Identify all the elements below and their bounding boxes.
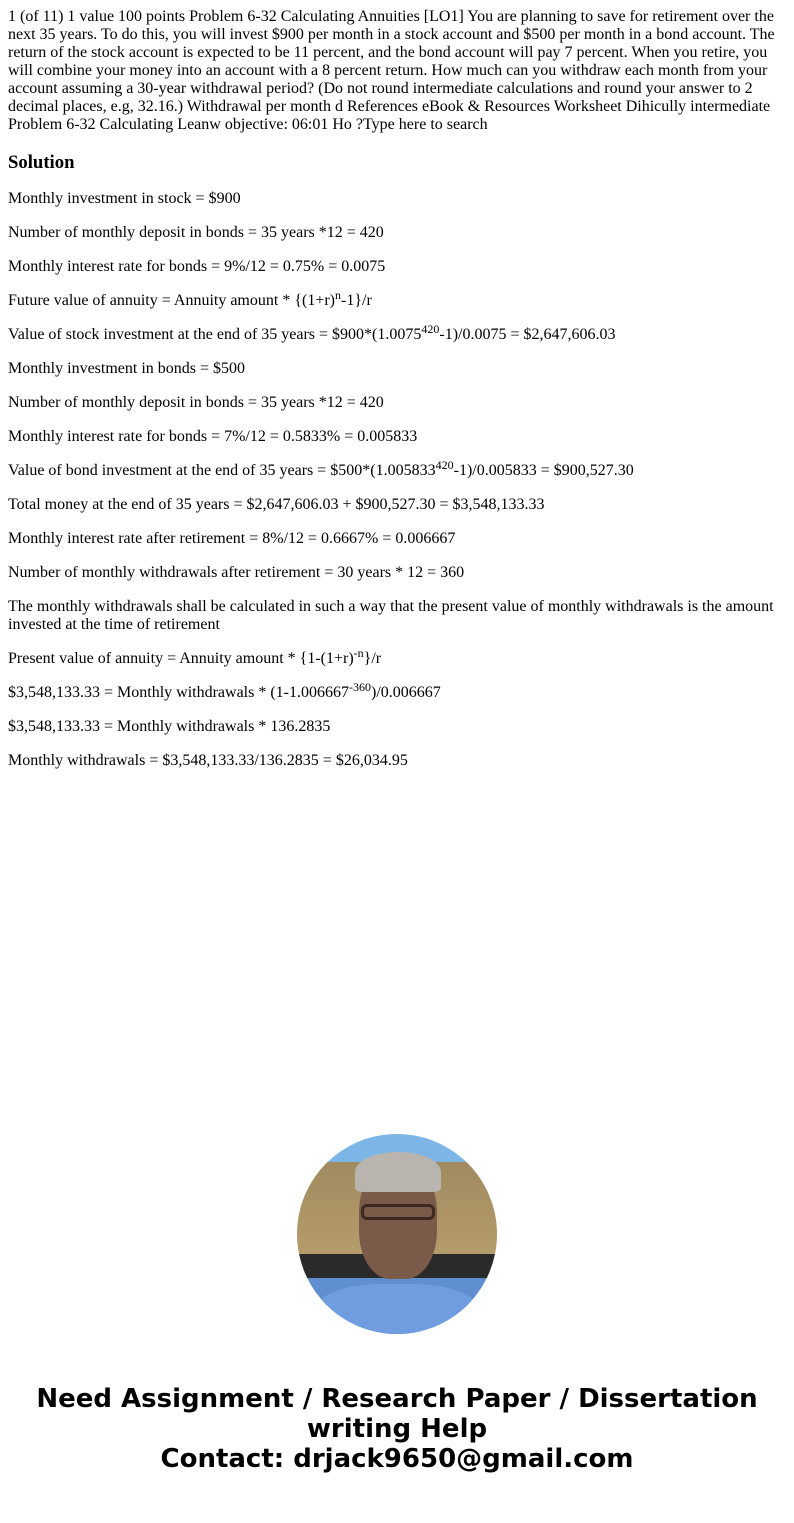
solution-line [8,496,786,514]
solution-line [8,680,786,702]
solution-line [8,190,786,208]
footer-contact-text: Contact: drjack9650@gmail.com [160,1444,634,1474]
line-text: Number of monthly withdrawals after retirement = 30 years * 12 = 360 [8,564,465,581]
solution-line [8,598,786,634]
solution-line [8,646,786,668]
solution-line [8,394,786,412]
question-text: 1 (of 11) 1 value 100 points Problem 6-32 Calculating Annuities [LO1] You are planning to save for retirement over the next 35 years. To do this, you will invest $900 per month in a stock account and $500 per month in a bond account. The return of the stock account is expected to be 11 percent, and the bond account will pay 7 percent. When you retire, you will combine your money into an account with a 8 percent return. How much can you withdraw each month from your account assuming a 30-year withdrawal period? (Do not round intermediate calculations and round your answer to 2 decimal places, e.g, 32.16.) Withdrawal per month d References eBook & Resources Worksheet Dihicully intermediate Problem 6-32 Calculating Leanw objective: 06:01 Ho ?Type here to search [8,8,775,133]
exponent: n [335,288,342,302]
solution-line [8,258,786,276]
solution-line [8,718,786,736]
line-text: Value of stock investment at the end of 35 years = $900*(1.0075 [8,326,422,343]
exponent: -n [353,646,364,660]
line-text: Present value of annuity = Annuity amount * {1-(1+r) [8,650,354,667]
contact-footer [8,1384,786,1474]
solution-line [8,458,786,480]
line-text: Monthly interest rate after retirement = 8%/12 = 0.6667% = 0.006667 [8,530,456,547]
line-text: Monthly interest rate for bonds = 7%/12 = 0.5833% = 0.005833 [8,428,418,445]
line-text: $3,548,133.33 = Monthly withdrawals * 136.2835 [8,718,331,735]
line-text: $3,548,133.33 = Monthly withdrawals * (1-1.006667 [8,684,349,701]
line-text: Monthly withdrawals = $3,548,133.33/136.2835 = $26,034.95 [8,752,408,769]
exponent: 420 [421,322,440,336]
footer-help-text: Need Assignment / Research Paper / Dissertation writing Help [36,1384,758,1444]
solution-line [8,322,786,344]
solution-line [8,564,786,582]
line-text: The monthly withdrawals shall be calculated in such a way that the present value of monthly withdrawals is the amount invested at the time of retirement [8,598,774,633]
solution-line [8,224,786,242]
line-text-cont: -1)/0.005833 = $900,527.30 [453,462,634,479]
author-photo [297,1134,497,1334]
solution-body [8,190,786,770]
solution-heading: Solution [8,152,75,173]
solution-line [8,530,786,548]
line-text: Number of monthly deposit in bonds = 35 years *12 = 420 [8,394,384,411]
line-text: Future value of annuity = Annuity amount * {(1+r) [8,292,336,309]
exponent: 420 [435,458,454,472]
solution-line [8,360,786,378]
line-text: Value of bond investment at the end of 35 years = $500*(1.005833 [8,462,436,479]
line-text-cont: )/0.006667 [371,684,441,701]
solution-line [8,288,786,310]
solution-line [8,752,786,770]
solution-line [8,428,786,446]
line-text-cont: }/r [363,650,382,667]
exponent: -360 [349,680,371,694]
line-text: Total money at the end of 35 years = $2,647,606.03 + $900,527.30 = $3,548,133.33 [8,496,545,513]
line-text: Number of monthly deposit in bonds = 35 years *12 = 420 [8,224,384,241]
line-text: Monthly interest rate for bonds = 9%/12 = 0.75% = 0.0075 [8,258,386,275]
line-text: Monthly investment in stock = $900 [8,190,241,207]
line-text-cont: -1}/r [341,292,372,309]
line-text-cont: -1)/0.0075 = $2,647,606.03 [439,326,616,343]
line-text: Monthly investment in bonds = $500 [8,360,246,377]
